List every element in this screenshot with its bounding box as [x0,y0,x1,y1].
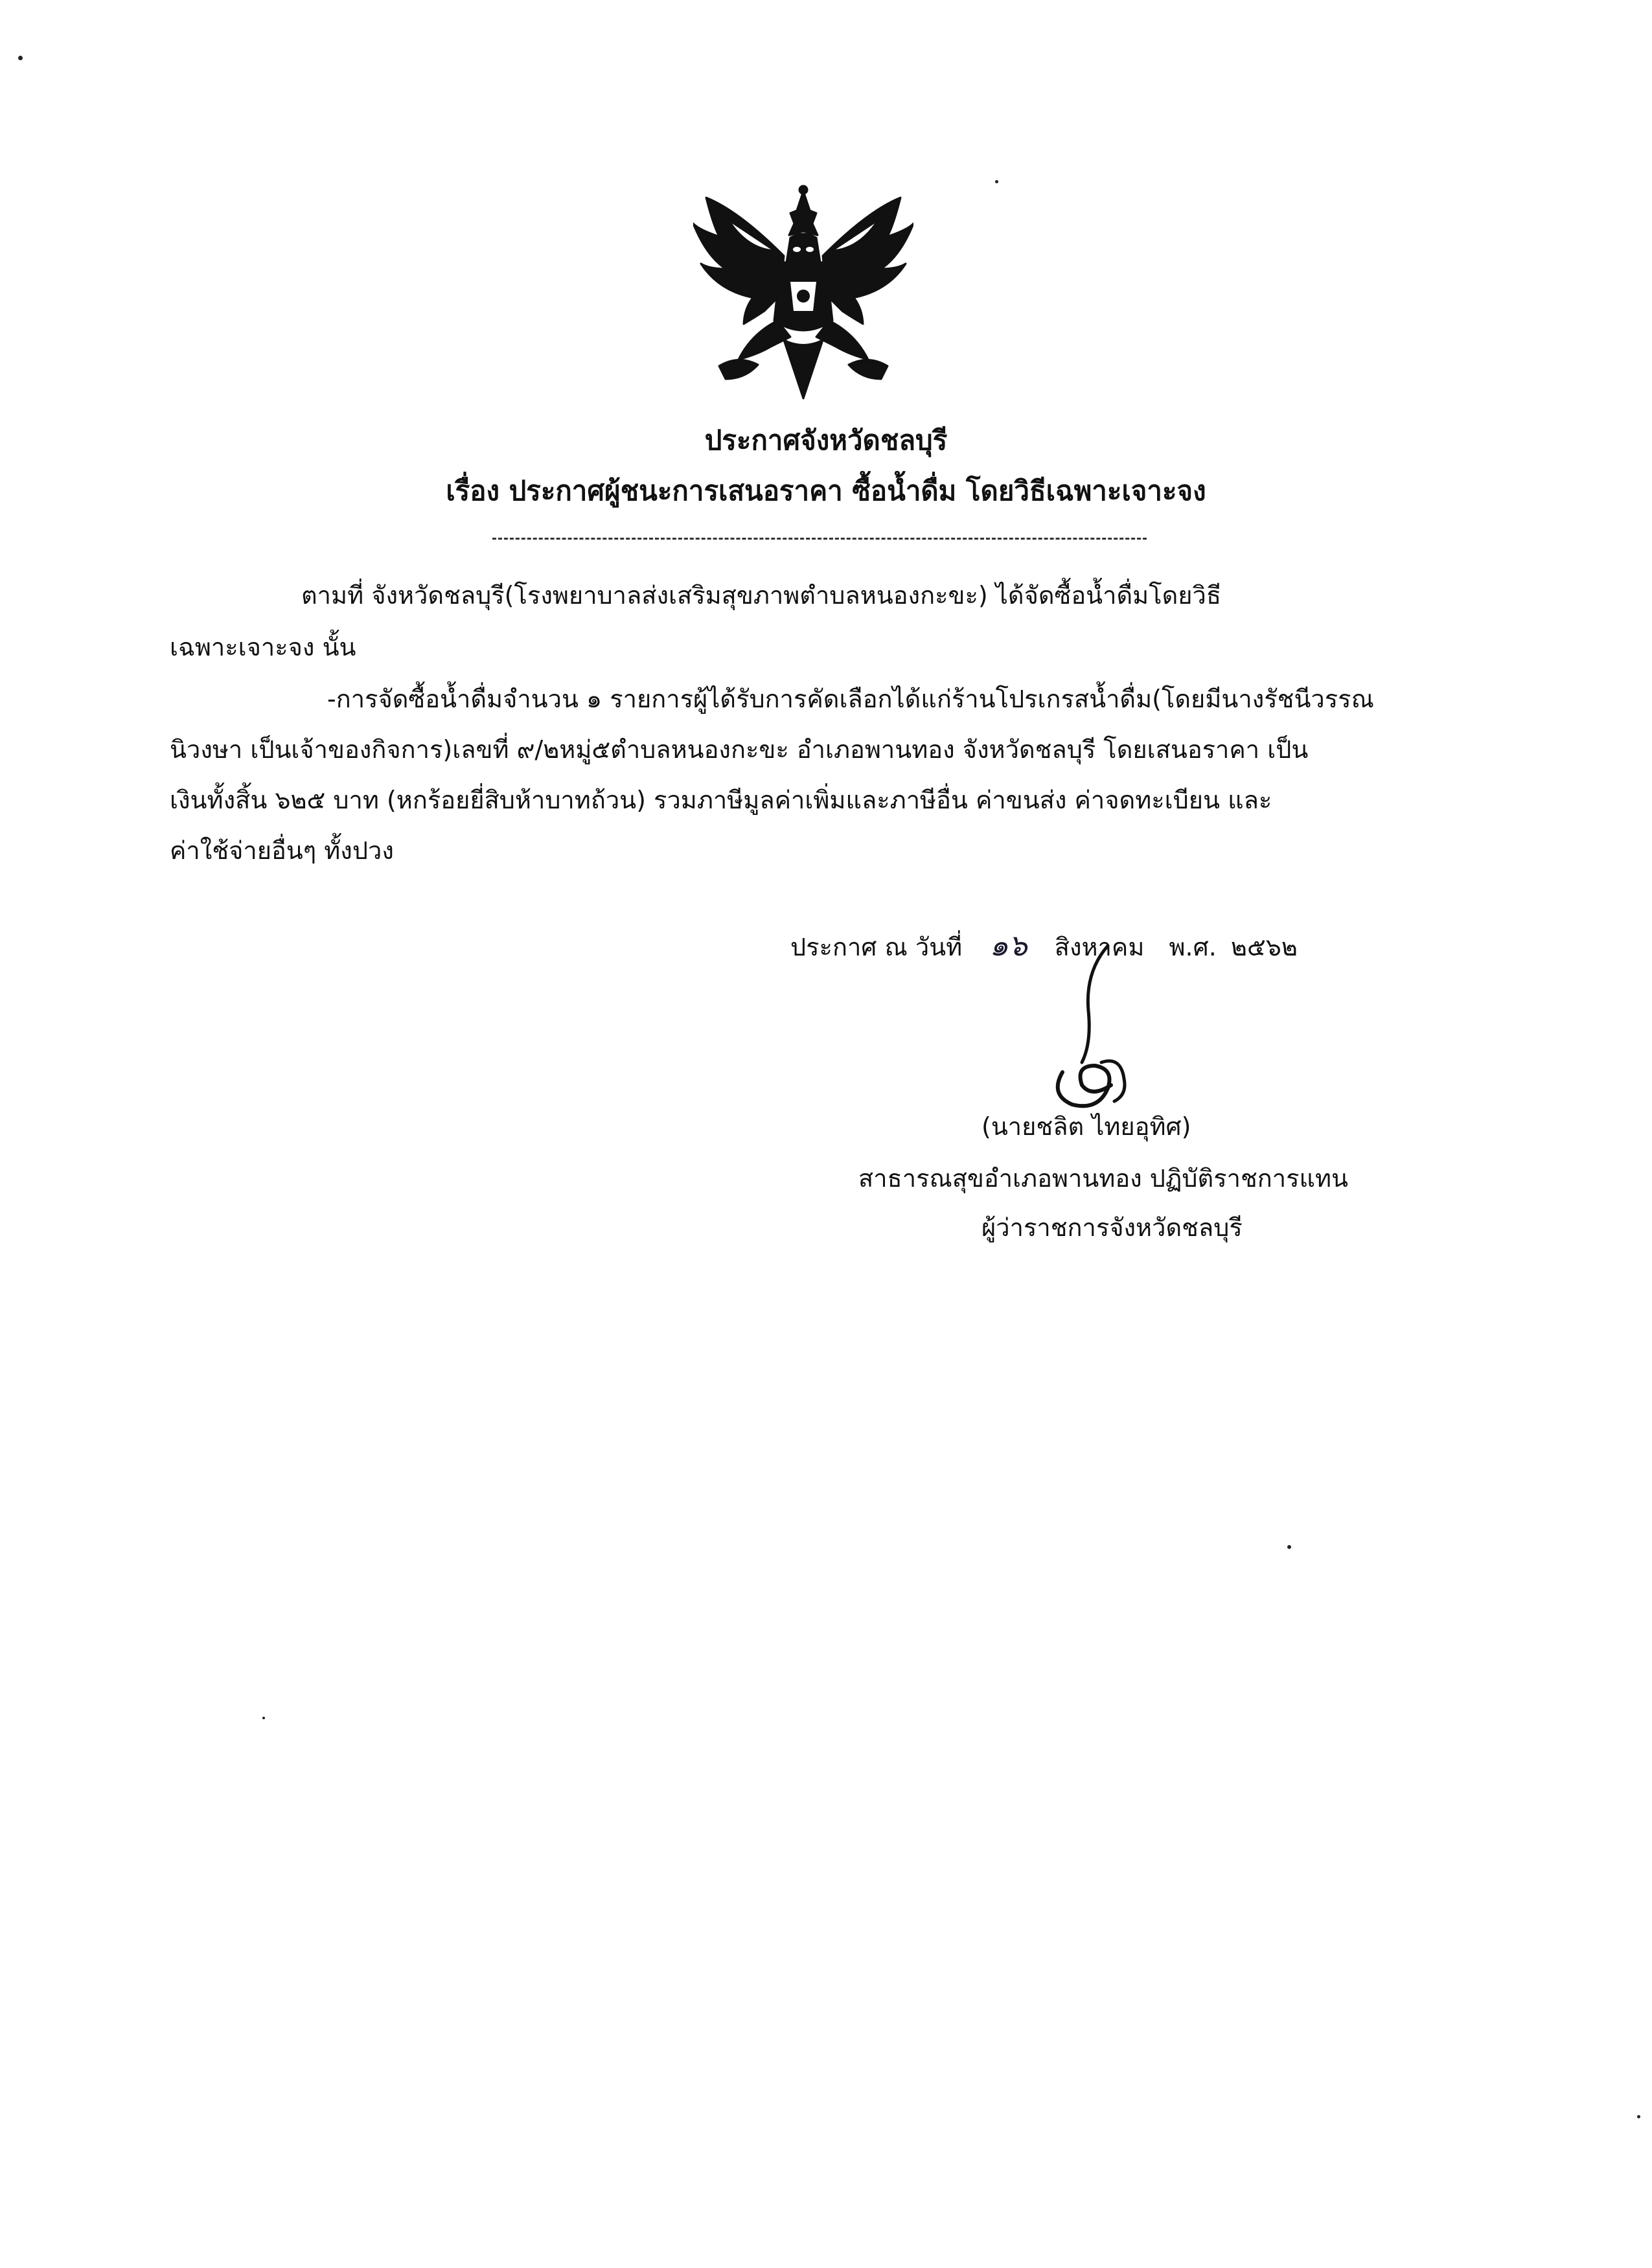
title-divider [492,538,1147,540]
paragraph-1-line-2: เฉพาะเจาะจง นั้น [170,633,356,661]
document-subject: เรื่อง ประกาศผู้ชนะการเสนอราคา ซื้อน้ำดื่ม โดยวิธีเฉพาะเจาะจง [446,475,1206,507]
paragraph-2-line-1: -การจัดซื้อน้ำดื่มจำนวน ๑ รายการผู้ได้รับการคัดเลือกได้แก่ร้านโปรเกรสน้ำดื่ม(โดยมีนางรัชนีวรรณ [327,685,1374,713]
signatory-office: ผู้ว่าราชการจังหวัดชลบุรี [981,1213,1243,1242]
handwritten-signature [1037,933,1192,1127]
scan-speck [1637,2115,1640,2118]
paragraph-2-line-3: เงินทั้งสิ้น ๖๒๕ บาท (หกร้อยยี่สิบห้าบาทถ้วน) รวมภาษีมูลค่าเพิ่มและภาษีอื่น ค่าขนส่ง ค่าจดทะเบียน และ [170,786,1272,814]
paragraph-2-line-2: นิวงษา เป็นเจ้าของกิจการ)เลขที่ ๙/๒หมู่๕ตำบลหนองกะขะ อำเภอพานทอง จังหวัดชลบุรี โดยเสนอราคา เป็น [170,735,1309,764]
scan-speck [1287,1545,1291,1549]
announcement-era: พ.ศ. [1169,933,1217,961]
announcement-month: สิงหาคม [1054,933,1145,961]
announcement-day: ๑๖ [989,928,1027,963]
paragraph-2-line-4: ค่าใช้จ่ายอื่นๆ ทั้งปวง [170,836,394,865]
signatory-position: สาธารณสุขอำเภอพานทอง ปฏิบัติราชการแทน [858,1164,1349,1193]
scan-speck [995,180,998,183]
garuda-emblem-icon [693,185,913,408]
scan-speck [18,56,23,60]
announcement-year: ๒๕๖๒ [1230,933,1298,961]
paragraph-1-line-1: ตามที่ จังหวัดชลบุรี(โรงพยาบาลส่งเสริมสุขภาพตำบลหนองกะขะ) ได้จัดซื้อน้ำดื่มโดยวิธี [301,581,1222,610]
announcement-prefix: ประกาศ ณ วันที่ [790,933,963,961]
signatory-name: (นายชลิต ไทยอุทิศ) [981,1112,1191,1141]
document-heading: ประกาศจังหวัดชลบุรี [704,424,948,456]
scan-speck [262,1717,265,1719]
